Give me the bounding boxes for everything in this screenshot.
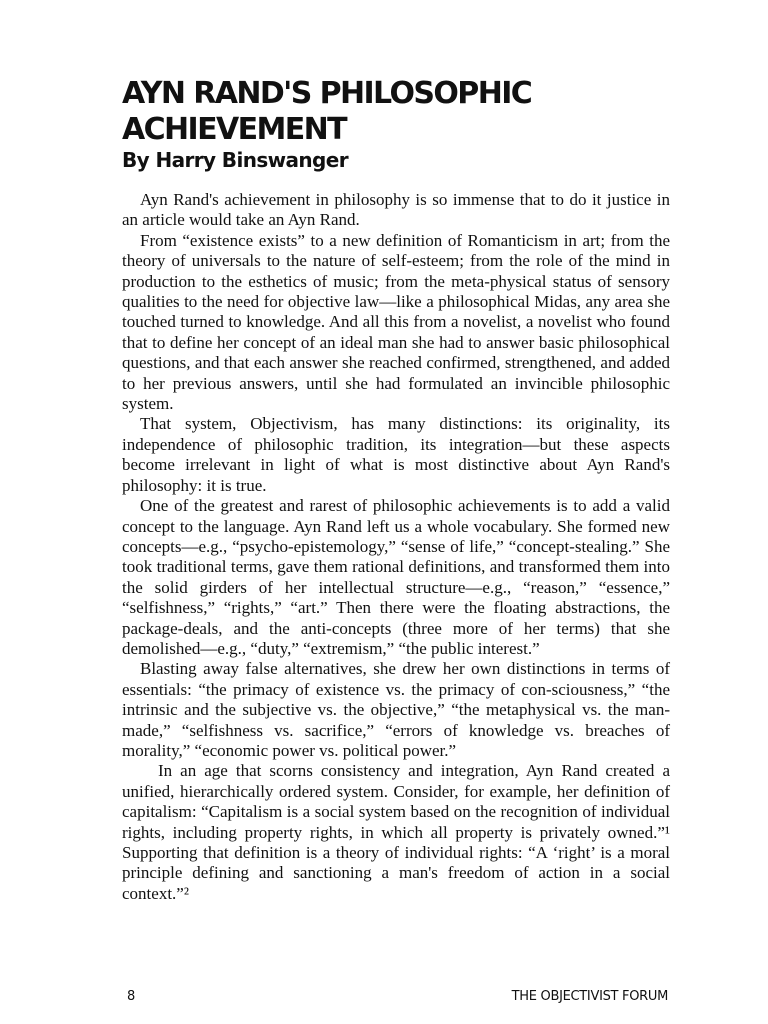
paragraph-4: One of the greatest and rarest of philosophic achievements is to add a valid concept to the language. Ayn Rand left us a whole vocabulary. She formed new concepts—e.g., “psycho-epistemology,” “sense of life,” “concept-stealing.” She took traditional terms, gave them rational definitions, and transformed them into the solid girders of her intellectual structure—e.g., “reason,” “essence,” “selfishness,” “rights,” “art.” Then there were the floating abstractions, the package-deals, and the anti-concepts (three more of her terms) that she demolished—e.g., “duty,” “extremism,” “the public interest.” xyxy=(122,496,670,658)
article-byline: By Harry Binswanger xyxy=(122,148,349,172)
article-body xyxy=(122,190,670,904)
paragraph-5: Blasting away false alternatives, she drew her own distinctions in terms of essentials: “the primacy of existence vs. the primacy of con-sciousness,” “the intrinsic and the subjective vs. the objective,” “the metaphysical vs. the man-made,” “selfishness vs. sacrifice,” “errors of knowledge vs. breaches of morality,” “economic power vs. political power.” xyxy=(122,659,670,760)
article-title: AYN RAND'S PHILOSOPHIC ACHIEVEMENT xyxy=(122,76,532,147)
publication-name: THE OBJECTIVIST FORUM xyxy=(511,989,668,1004)
paragraph-2: From “existence exists” to a new definition of Romanticism in art; from the theory of universals to the nature of self-esteem; from the role of the mind in production to the esthetics of music; from the meta-physical status of sensory qualities to the need for objective law—like a philosophical Midas, any area she touched turned to knowledge. And all this from a novelist, a novelist who found that to define her concept of an ideal man she had to answer basic philosophical questions, and that each answer she reached confirmed, strengthened, and added to her previous answers, until she had formulated an invincible philosophic system. xyxy=(122,230,670,414)
page-number: 8 xyxy=(127,989,136,1004)
paragraph-6: In an age that scorns consistency and integration, Ayn Rand created a unified, hierarchically ordered system. Consider, for example, her definition of capitalism: “Capitalism is a social system based on the recognition of individual rights, including property rights, in which all property is privately owned.”¹ Supporting that definition is a theory of individual rights: “A ‘right’ is a moral principle defining and sanctioning a man's freedom of action in a social context.”² xyxy=(122,761,670,903)
paragraph-1: Ayn Rand's achievement in philosophy is so immense that to do it justice in an article would take an Ayn Rand. xyxy=(122,190,670,230)
paragraph-3: That system, Objectivism, has many distinctions: its originality, its independence of philosophic tradition, its integration—but these aspects become irrelevant in light of what is most distinctive about Ayn Rand's philosophy: it is true. xyxy=(122,414,670,495)
